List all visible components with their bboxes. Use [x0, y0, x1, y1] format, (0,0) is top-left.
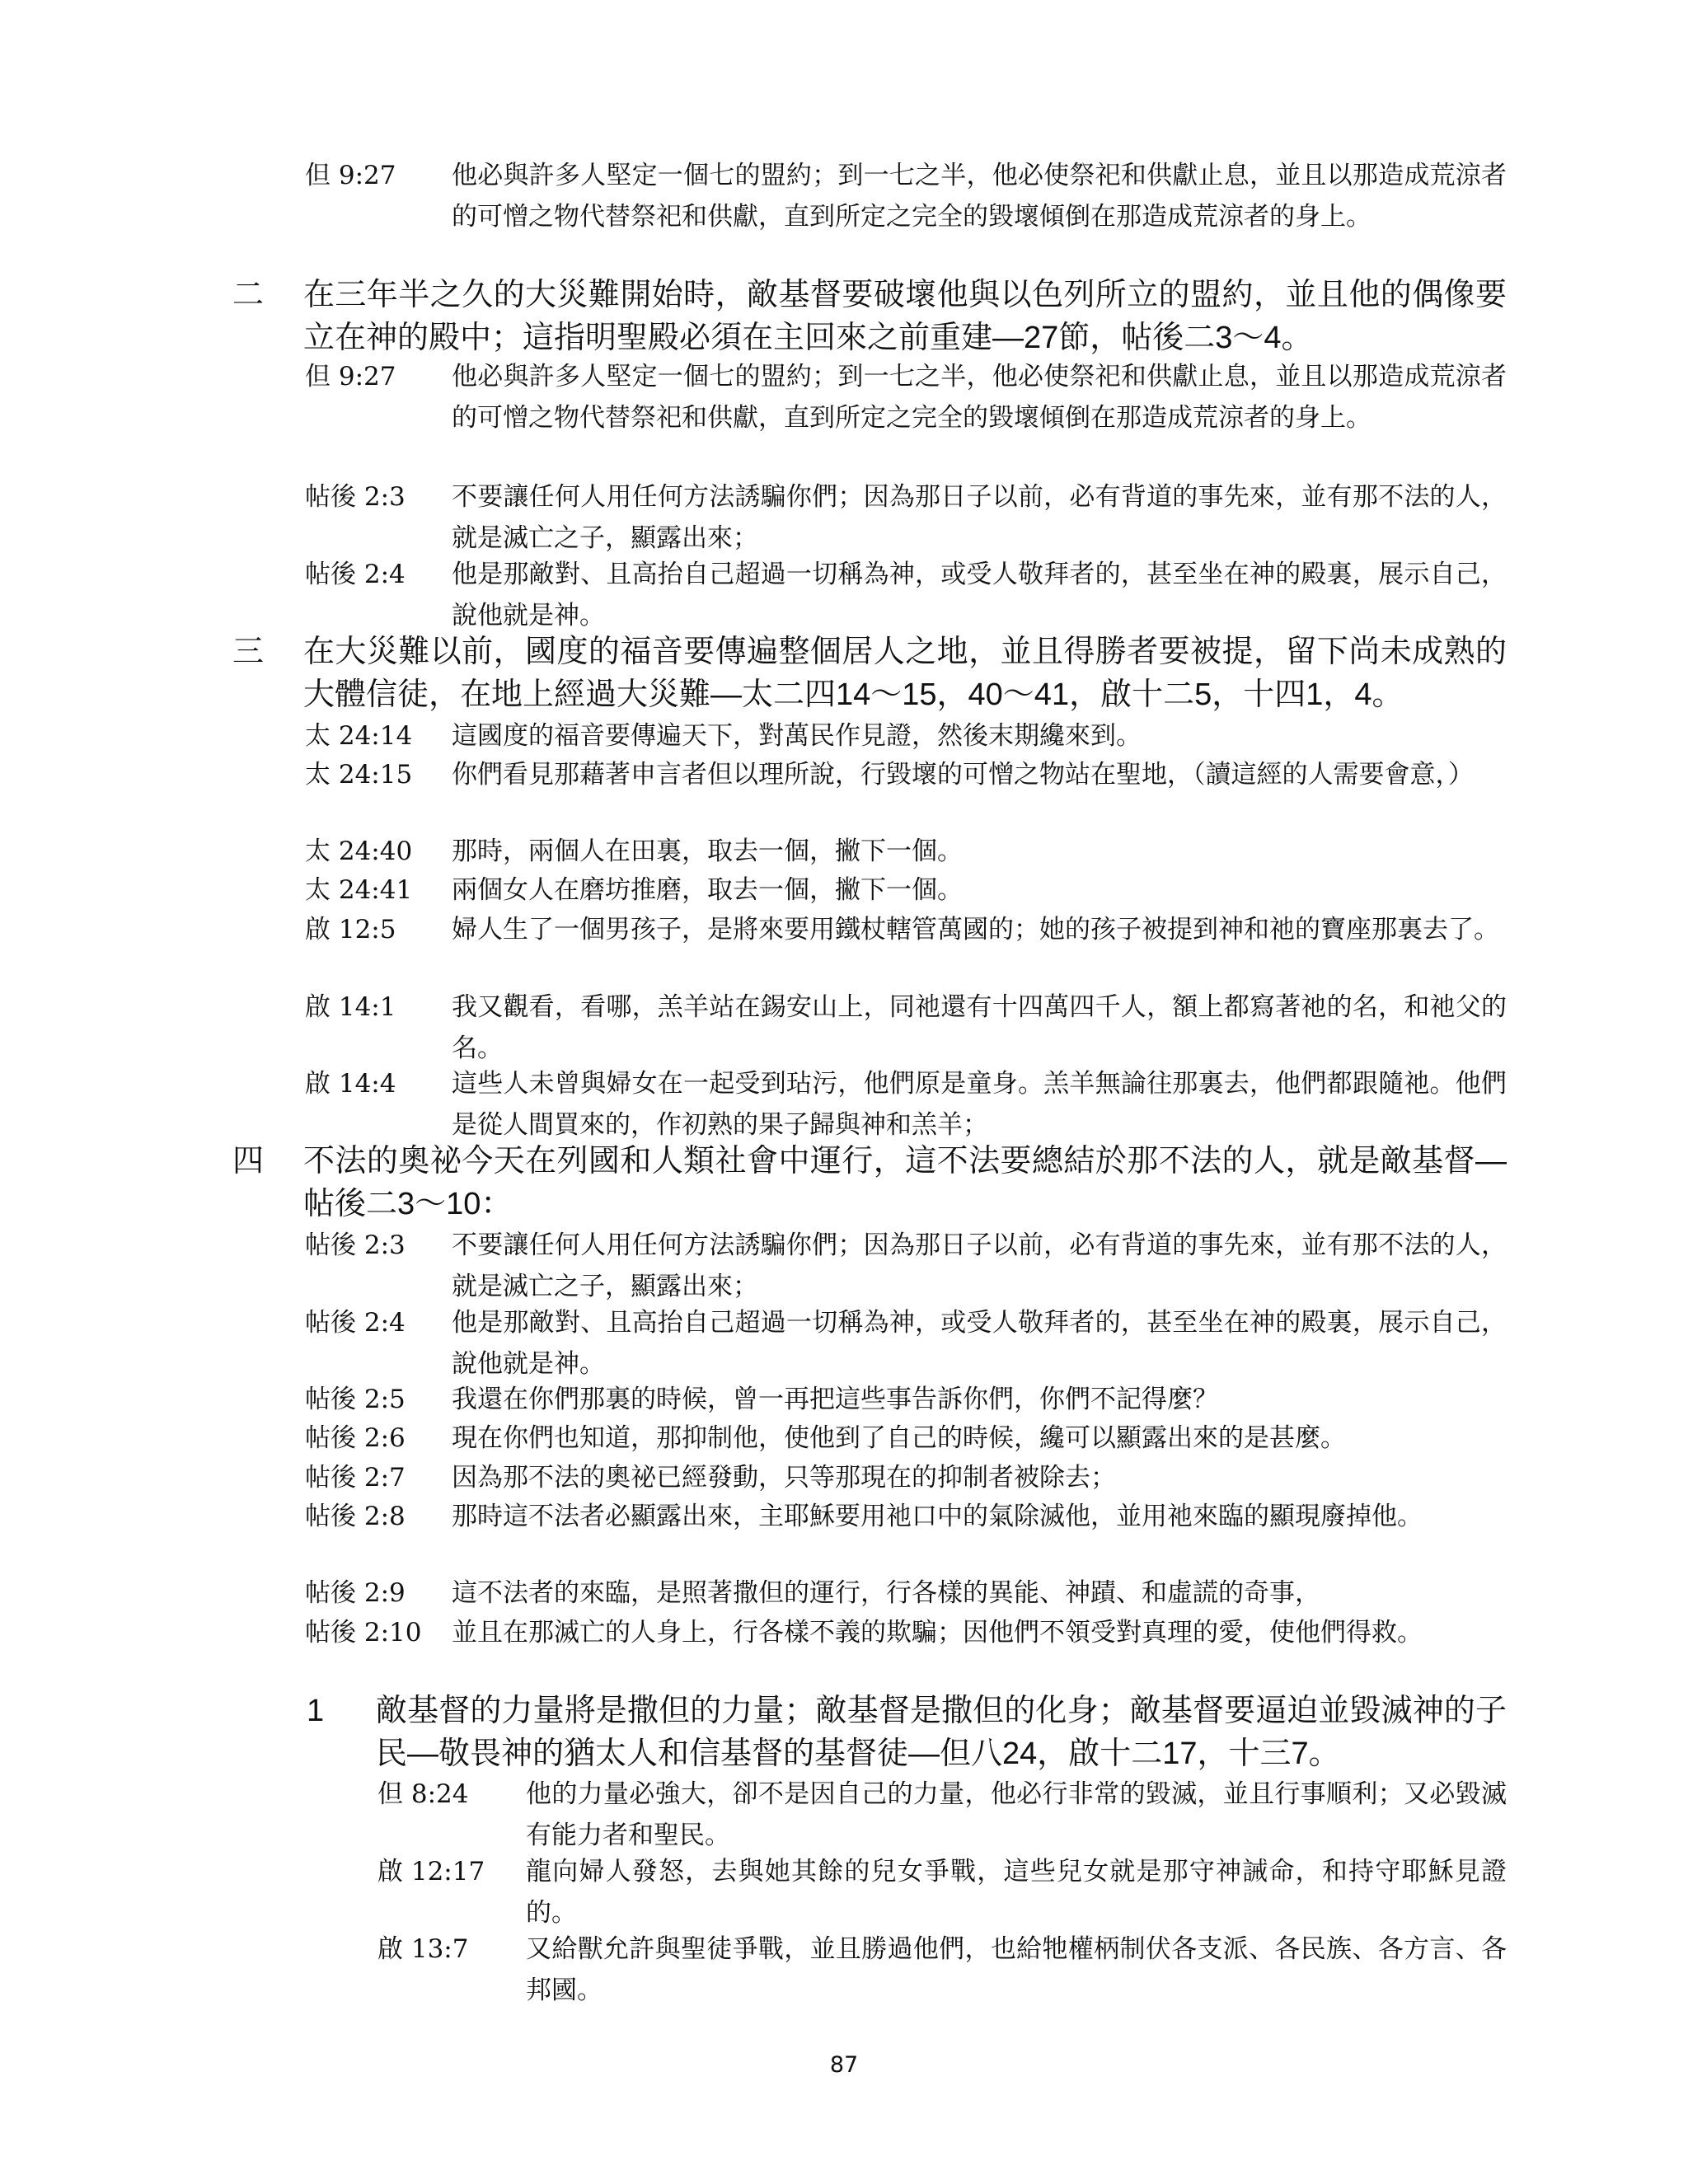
verse-text: 我還在你們那裏的時候，曾一再把這些事告訴你們，你們不記得麼？: [452, 1385, 1218, 1414]
point-number: 二: [232, 278, 265, 312]
point-number: 三: [232, 635, 265, 669]
verse-reference: 帖後 2:4: [305, 560, 406, 589]
verse-text: 又給獸允許與聖徒爭戰，並且勝過他們，也給牠權柄制伏各支派、各民族、各方言、各邦國。: [526, 1934, 1507, 2005]
verse-text: 不要讓任何人用任何方法誘騙你們；因為那日子以前，必有背道的事先來，並有那不法的人，就是滅亡之子，顯露出來；: [452, 482, 1507, 553]
verse-text: 他必與許多人堅定一個七的盟約；到一七之半，他必使祭祀和供獻止息，並且以那造成荒涼者的可憎之物代替祭祀和供獻，直到所定之完全的毀壞傾倒在那造成荒涼者的身上。: [452, 362, 1507, 433]
verse-reference: 啟 14:1: [305, 992, 396, 1022]
verse-reference: 太 24:14: [305, 721, 413, 751]
verse-text: 並且在那滅亡的人身上，行各樣不義的欺騙；因他們不領受對真理的愛，使他們得救。: [452, 1618, 1423, 1647]
verse-text: 這不法者的來臨，是照著撒但的運行，行各樣的異能、神蹟、和虛謊的奇事，: [452, 1578, 1320, 1608]
verse-text: 不要讓任何人用任何方法誘騙你們；因為那日子以前，必有背道的事先來，並有那不法的人，就是滅亡之子，顯露出來；: [452, 1230, 1507, 1301]
verse-text: 他是那敵對、且高抬自己超過一切稱為神，或受人敬拜者的，甚至坐在神的殿裏，展示自己，說他就是神。: [452, 1308, 1507, 1379]
verse-text: 婦人生了一個男孩子，是將來要用鐵杖轄管萬國的；她的孩子被提到神和祂的寶座那裏去了。: [452, 915, 1499, 944]
point-number: 四: [232, 1144, 265, 1179]
verse-reference: 帖後 2:6: [305, 1423, 406, 1453]
verse-reference: 帖後 2:3: [305, 1230, 406, 1260]
verse-text: 這些人未曾與婦女在一起受到玷污，他們原是童身。羔羊無論往那裏去，他們都跟隨祂。他們是從人間買來的，作初熟的果子歸與神和羔羊；: [452, 1069, 1507, 1140]
verse-text: 你們看見那藉著申言者但以理所說，行毀壞的可憎之物站在聖地，（讀這經的人需要會意，）: [452, 760, 1474, 790]
verse-text: 因為那不法的奧祕已經發動，只等那現在的抑制者被除去；: [452, 1463, 1116, 1493]
verse-reference: 啟 13:7: [377, 1934, 469, 1964]
verse-text: 兩個女人在磨坊推磨，取去一個，撇下一個。: [452, 875, 963, 905]
verse-text: 那時這不法者必顯露出來，主耶穌要用祂口中的氣除滅他，並用祂來臨的顯現廢掉他。: [452, 1502, 1423, 1531]
point-text: 在大災難以前，國度的福音要傳遍整個居人之地，並且得勝者要被提，留下尚未成熟的大體信徒，在地上經過大災難—太二四14～15，40～41，啟十二5，十四1，4。: [303, 635, 1507, 712]
verse-text: 這國度的福音要傳遍天下，對萬民作見證，然後末期纔來到。: [452, 721, 1142, 751]
verse-reference: 太 24:40: [305, 837, 413, 866]
verse-reference: 啟 12:5: [305, 915, 396, 944]
verse-reference: 太 24:41: [305, 875, 413, 905]
point-number: 1: [307, 1694, 325, 1728]
verse-text: 他是那敵對、且高抬自己超過一切稱為神，或受人敬拜者的，甚至坐在神的殿裏，展示自己，說他就是神。: [452, 560, 1507, 630]
verse-reference: 帖後 2:3: [305, 482, 406, 512]
verse-reference: 啟 14:4: [305, 1069, 396, 1099]
verse-reference: 啟 12:17: [377, 1857, 485, 1886]
verse-reference: 但 8:24: [377, 1779, 469, 1809]
verse-reference: 帖後 2:9: [305, 1578, 406, 1608]
verse-text: 我又觀看，看哪，羔羊站在錫安山上，同祂還有十四萬四千人，額上都寫著祂的名，和祂父的名。: [452, 992, 1507, 1063]
verse-reference: 但 9:27: [305, 362, 396, 391]
verse-text: 龍向婦人發怒，去與她其餘的兒女爭戰，這些兒女就是那守神誡命，和持守耶穌見證的。: [526, 1857, 1507, 1928]
verse-text: 他的力量必強大，卻不是因自己的力量，他必行非常的毀滅，並且行事順利；又必毀滅有能力者和聖民。: [526, 1779, 1507, 1850]
verse-reference: 帖後 2:10: [305, 1618, 422, 1647]
verse-text: 那時，兩個人在田裏，取去一個，撇下一個。: [452, 837, 963, 866]
verse-text: 他必與許多人堅定一個七的盟約；到一七之半，他必使祭祀和供獻止息，並且以那造成荒涼者的可憎之物代替祭祀和供獻，直到所定之完全的毀壞傾倒在那造成荒涼者的身上。: [452, 161, 1507, 232]
verse-reference: 帖後 2:5: [305, 1385, 406, 1414]
point-text: 不法的奧祕今天在列國和人類社會中運行，這不法要總結於那不法的人，就是敵基督—帖後二3～10：: [303, 1144, 1507, 1221]
point-text: 敵基督的力量將是撒但的力量；敵基督是撒但的化身；敵基督要逼迫並毀滅神的子民—敬畏神的猶太人和信基督的基督徒—但八24，啟十二17，十三7。: [376, 1694, 1507, 1771]
verse-reference: 太 24:15: [305, 760, 413, 790]
point-text: 在三年半之久的大災難開始時，敵基督要破壞他與以色列所立的盟約，並且他的偶像要立在神的殿中；這指明聖殿必須在主回來之前重建—27節，帖後二3～4。: [303, 278, 1507, 355]
verse-text: 現在你們也知道，那抑制他，使他到了自己的時候，纔可以顯露出來的是甚麼。: [452, 1423, 1346, 1453]
verse-reference: 但 9:27: [305, 161, 396, 190]
verse-reference: 帖後 2:4: [305, 1308, 406, 1338]
verse-reference: 帖後 2:8: [305, 1502, 406, 1531]
verse-reference: 帖後 2:7: [305, 1463, 406, 1493]
page-number: 87: [829, 2052, 859, 2078]
